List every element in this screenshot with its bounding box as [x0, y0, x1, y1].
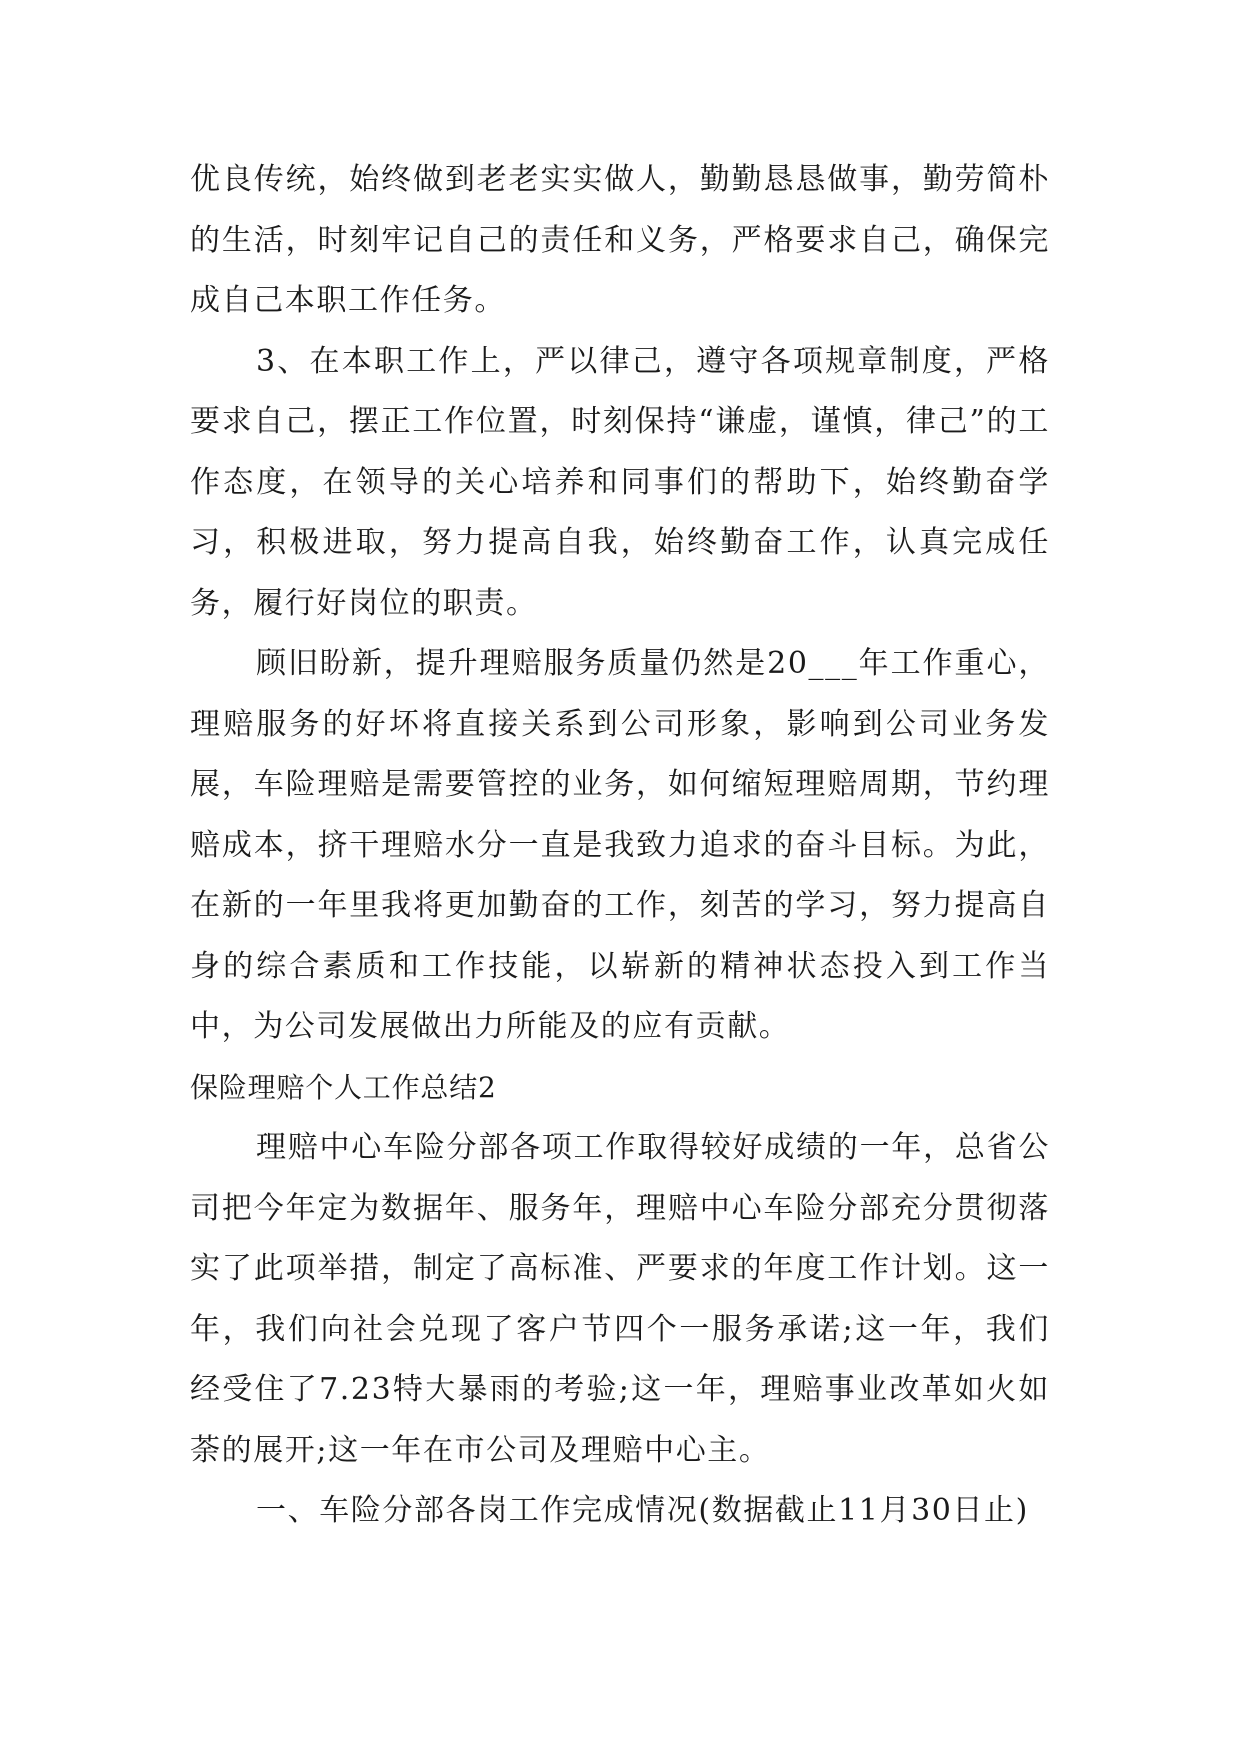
paragraph-3: 顾旧盼新，提升理赔服务质量仍然是20___年工作重心，理赔服务的好坏将直接关系到公司形象，影响到公司业务发展，车险理赔是需要管控的业务，如何缩短理赔周期，节约理赔成本，挤干理赔水分一直是我致力追求的奋斗目标。为此，在新的一年里我将更加勤奋的工作，刻苦的学习，努力提高自身的综合素质和工作技能，以崭新的精神状态投入到工作当中，为公司发展做出力所能及的应有贡献。: [190, 646, 1050, 1044]
paragraph-5: 一、车险分部各岗工作完成情况(数据截止11月30日止): [256, 1493, 1029, 1528]
document-body: [190, 150, 1050, 1542]
paragraph-2: 3、在本职工作上，严以律己，遵守各项规章制度，严格要求自己，摆正工作位置，时刻保持“谦虚，谨慎，律己”的工作态度，在领导的关心培养和同事们的帮助下，始终勤奋学习，积极进取，努力提高自我，始终勤奋工作，认真完成任务，履行好岗位的职责。: [190, 343, 1050, 621]
paragraph-4: 理赔中心车险分部各项工作取得较好成绩的一年，总省公司把今年定为数据年、服务年，理赔中心车险分部充分贯彻落实了此项举措，制定了高标准、严要求的年度工作计划。这一年，我们向社会兑现了客户节四个一服务承诺;这一年，我们经受住了7.23特大暴雨的考验;这一年，理赔事业改革如火如荼的展开;这一年在市公司及理赔中心主。: [190, 1130, 1050, 1468]
section-title: 保险理赔个人工作总结2: [190, 1070, 497, 1104]
paragraph-1: 优良传统，始终做到老老实实做人，勤勤恳恳做事，勤劳简朴的生活，时刻牢记自己的责任和义务，严格要求自己，确保完成自己本职工作任务。: [190, 162, 1050, 318]
